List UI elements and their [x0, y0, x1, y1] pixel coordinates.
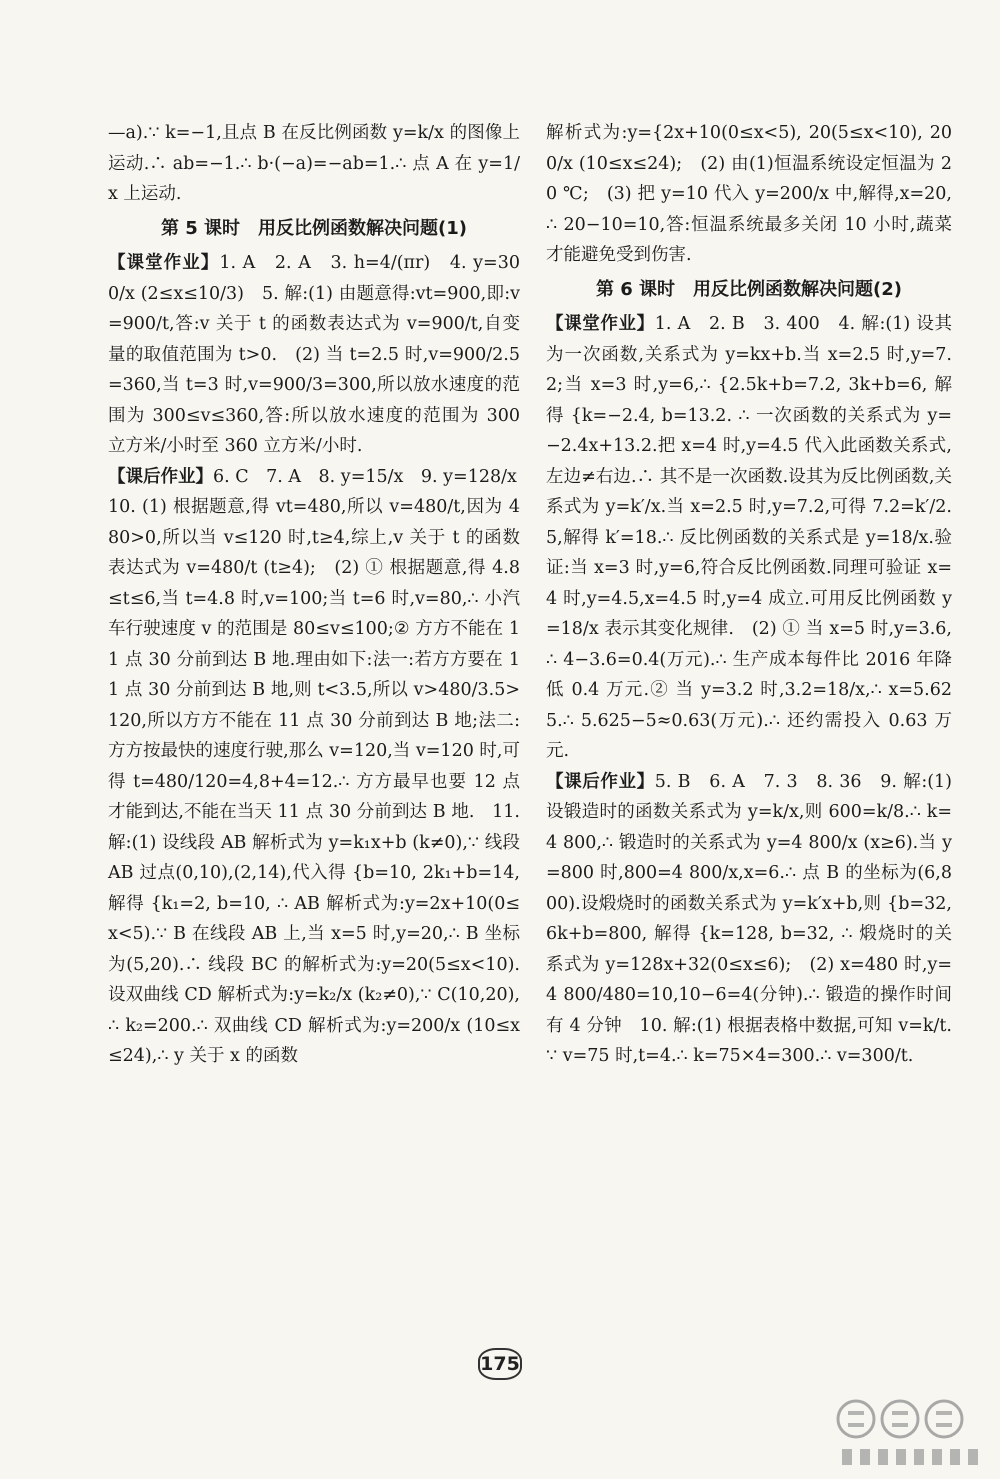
lesson-5-heading: 第 5 课时 用反比例函数解决问题(1) — [160, 217, 468, 239]
page-number-text: 175 — [480, 1353, 520, 1375]
lesson-6-heading: 第 6 课时 用反比例函数解决问题(2) — [595, 278, 903, 300]
homework-answers: 5. B 6. A 7. 3 8. 36 9. 解:(1) 设锻造时的函数关系式为 y=k/x,则 600=k/8.∴ k=4 800,∴ 锻造时的关系式为 y=4 800/x (x≥6).当 y=800 时,800=4 800/x,x=6.∴ 点 B 的坐标为(6,800).设煅烧时的函数关系式为 y=k′x+b,则 {b=32, 6k+b=800, 解得 {k=128, b=32, ∴ 煅烧时的关系式为 y=128x+32(0≤x≤6); (2) x=480 时,y=4 800/480=10,10−6=4(分钟).∴ 锻造的操作时间有 4 分钟 10. 解:(1) 根据表格中数据,可知 v=k/t.∵ v=75 时,t=4.∴ k=75×4=300.∴ v=300/t. — [546, 771, 953, 1066]
right-paragraph-1: 解析式为:y={2x+10(0≤x<5), 20(5≤x<10), 200/x (10≤x≤24); (2) 由(1)恒温系统设定恒温为 20 ℃; (3) 把 y=10 代入 y=200/x 中,解得,x=20,∴ 20−10=10,答:恒温系统最多关闭 10 小时,蔬菜才能避免受到伤害. — [546, 123, 952, 265]
left-column — [108, 118, 520, 1072]
page-number — [478, 1344, 522, 1384]
left-classwork — [108, 248, 520, 462]
homework-tag: 【课后作业】 — [546, 771, 655, 792]
left-paragraph-10-11: 10. (1) 根据题意,得 vt=480,所以 v=480/t,因为 480>0,所以当 v≤120 时,t≥4,综上,v 关于 t 的函数表达式为 v=480/t (t≥4); (2) ① 根据题意,得 4.8≤t≤6,当 t=4.8 时,v=100;当 t=6 时,v=80,∴ 小汽车行驶速度 v 的范围是 80≤v≤100;② 方方不能在 11 点 30 分前到达 B 地.理由如下:法一:若方方要在 11 点 30 分前到达 B 地,则 t<3.5,所以 v>480/3.5>120,所以方方不能在 11 点 30 分前到达 B 地;法二:方方按最快的速度行驶,那么 v=120,当 v=120 时,可得 t=480/120=4,8+4=12.∴ 方方最早也要 12 点才能到达,不能在当天 11 点 30 分前到达 B 地. 11. 解:(1) 设线段 AB 解析式为 y=k₁x+b (k≠0),∵ 线段 AB 过点(0,10),(2,14),代入得 {b=10, 2k₁+b=14, 解得 {k₁=2, b=10, ∴ AB 解析式为:y=2x+10(0≤x<5).∵ B 在线段 AB 上,当 x=5 时,y=20,∴ B 坐标为(5,20).∴ 线段 BC 的解析式为:y=20(5≤x<10).设双曲线 CD 解析式为:y=k₂/x (k₂≠0),∵ C(10,20),∴ k₂=200.∴ 双曲线 CD 解析式为:y=200/x (10≤x≤24),∴ y 关于 x 的函数 — [108, 497, 520, 1066]
right-homework — [546, 767, 952, 1072]
right-column — [546, 118, 952, 1072]
watermark-logo-icon — [834, 1391, 984, 1471]
classwork-tag: 【课堂作业】 — [108, 253, 220, 273]
left-homework — [108, 462, 520, 493]
classwork-answers: 1. A 2. A 3. h=4/(πr) 4. y=300/x (2≤x≤10/3) 5. 解:(1) 由题意得:vt=900,即:v=900/t,答:v 关于 t 的函数表达式为 v=900/t,自变量的取值范围为 t>0. (2) 当 t=2.5 时,v=900/2.5=360,当 t=3 时,v=900/3=300,所以放水速度的范围为 300≤v≤360,答:所以放水速度的范围为 300 立方米/小时至 360 立方米/小时. — [108, 253, 520, 456]
classwork-answers: 1. A 2. B 3. 400 4. 解:(1) 设其为一次函数,关系式为 y=kx+b.当 x=2.5 时,y=7.2;当 x=3 时,y=6,∴ {2.5k+b=7.2, 3k+b=6, 解得 {k=−2.4, b=13.2. ∴ 一次函数的关系式为 y=−2.4x+13.2.把 x=4 时,y=4.5 代入此函数关系式,左边≠右边.∴ 其不是一次函数.设其为反比例函数,关系式为 y=k′/x.当 x=2.5 时,y=7.2,可得 7.2=k′/2.5,解得 k′=18.∴ 反比例函数的关系式是 y=18/x.验证:当 x=3 时,y=6,符合反比例函数.同理可验证 x=4 时,y=4.5,x=4.5 时,y=4 成立.可用反比例函数 y=18/x 表示其变化规律. (2) ① 当 x=5 时,y=3.6,∴ 4−3.6=0.4(万元).∴ 生产成本每件比 2016 年降低 0.4 万元.② 当 y=3.2 时,3.2=18/x,∴ x=5.625.∴ 5.625−5≈0.63(万元).∴ 还约需投入 0.63 万元. — [546, 314, 953, 761]
right-classwork — [546, 309, 952, 767]
homework-tag: 【课后作业】 — [108, 466, 213, 487]
classwork-tag: 【课堂作业】 — [546, 314, 655, 334]
homework-answers: 6. C 7. A 8. y=15/x 9. y=128/x — [213, 466, 517, 487]
left-paragraph-1: —a).∵ k=−1,且点 B 在反比例函数 y=k/x 的图像上运动.∴ ab=−1.∴ b·(−a)=−ab=1.∴ 点 A 在 y=1/x 上运动. — [108, 123, 520, 204]
